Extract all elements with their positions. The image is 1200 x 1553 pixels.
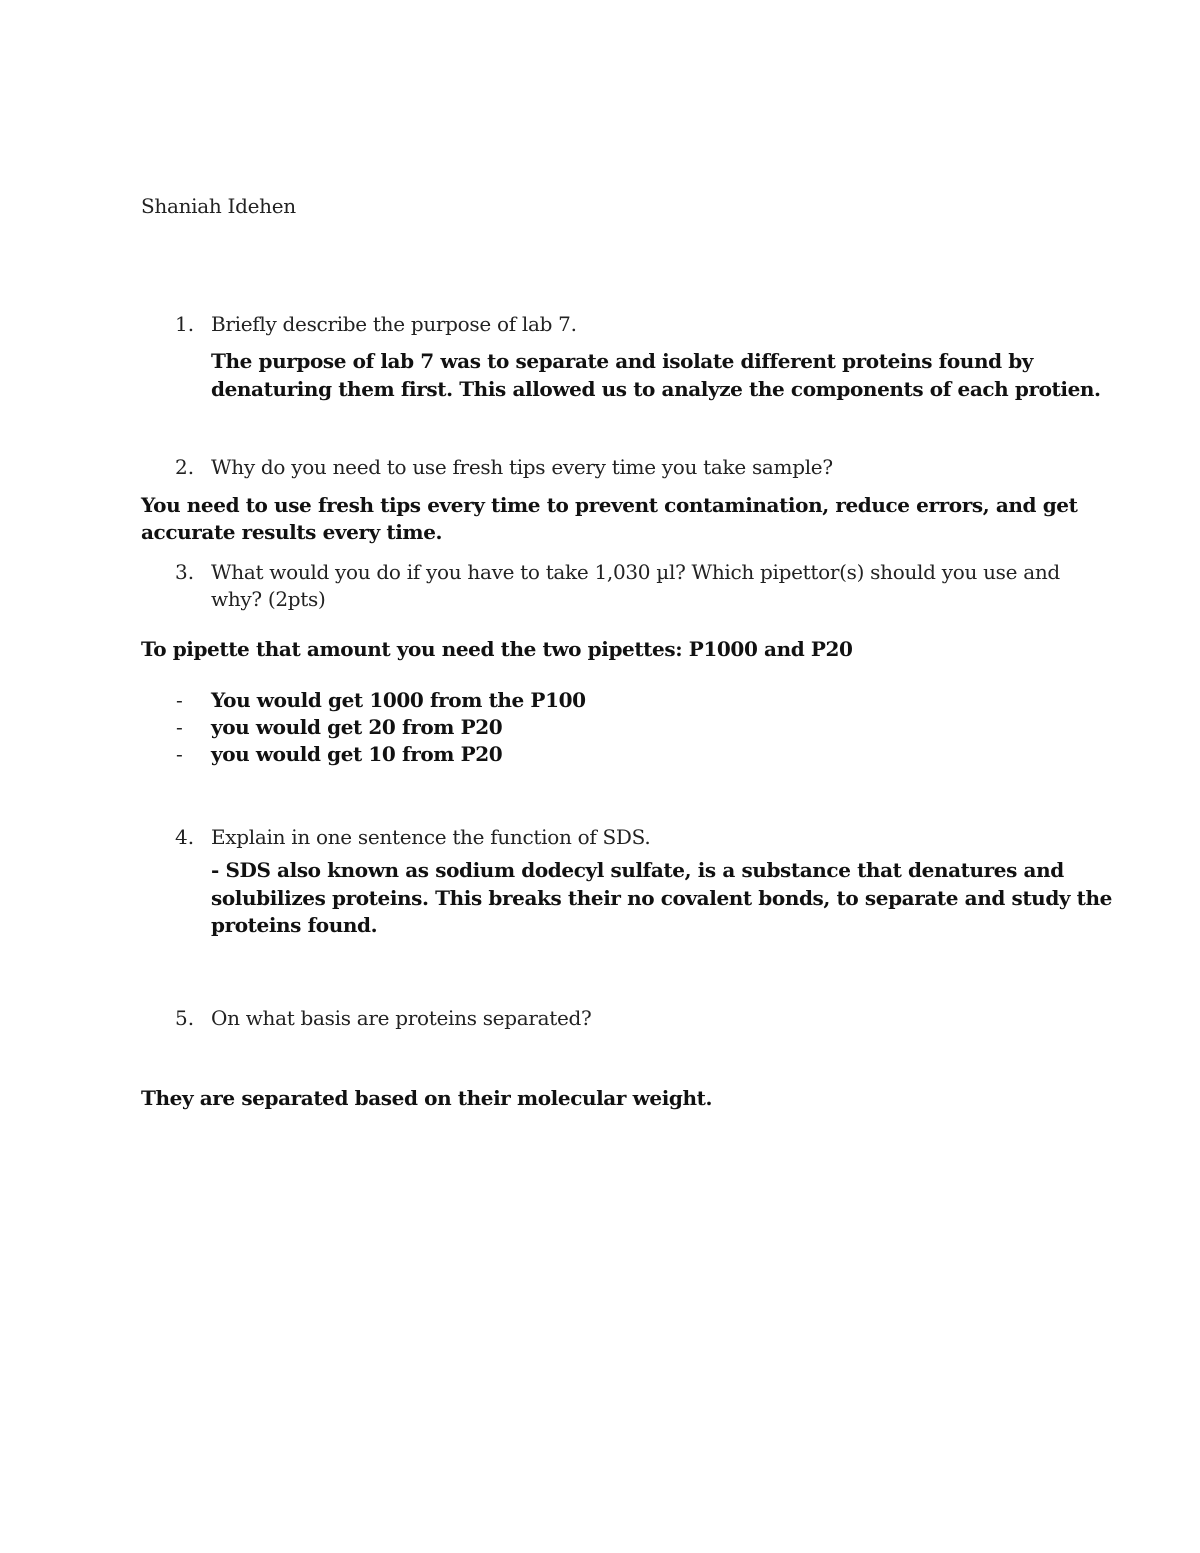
answer-4-line-1: - SDS also known as sodium dodecyl sulfate, is a substance that denatures and: [211, 858, 1064, 882]
answer-3-bullet-3: you would get 10 from P20: [211, 742, 503, 766]
question-4-text: Explain in one sentence the function of SDS.: [211, 825, 651, 849]
answer-3-bullet-2: you would get 20 from P20: [211, 715, 503, 739]
answer-2-line-2: accurate results every time.: [141, 520, 443, 544]
question-5-number: 5.: [175, 1006, 195, 1030]
bullet-marker: -: [176, 688, 183, 712]
question-3-number: 3.: [175, 560, 195, 584]
bullet-marker: -: [176, 742, 183, 766]
question-3-line-2: why? (2pts): [211, 587, 326, 611]
question-1-text: Briefly describe the purpose of lab 7.: [211, 312, 577, 336]
answer-1-line-2: denaturing them first. This allowed us to analyze the components of each protien.: [211, 377, 1101, 401]
question-4-number: 4.: [175, 825, 195, 849]
answer-4-line-3: proteins found.: [211, 913, 378, 937]
answer-3-intro: To pipette that amount you need the two pipettes: P1000 and P20: [141, 637, 853, 661]
answer-2-line-1: You need to use fresh tips every time to prevent contamination, reduce errors, and get: [141, 493, 1078, 517]
answer-1-line-1: The purpose of lab 7 was to separate and isolate different proteins found by: [211, 349, 1034, 373]
bullet-marker: -: [176, 715, 183, 739]
answer-5: They are separated based on their molecular weight.: [141, 1086, 713, 1110]
question-2-text: Why do you need to use fresh tips every time you take sample?: [211, 455, 833, 479]
author-name: Shaniah Idehen: [141, 194, 296, 218]
question-5-text: On what basis are proteins separated?: [211, 1006, 592, 1030]
question-3-line-1: What would you do if you have to take 1,030 µl? Which pipettor(s) should you use and: [211, 560, 1060, 584]
answer-3-bullet-1: You would get 1000 from the P100: [211, 688, 586, 712]
question-2-number: 2.: [175, 455, 195, 479]
question-1-number: 1.: [175, 312, 195, 336]
answer-4-line-2: solubilizes proteins. This breaks their no covalent bonds, to separate and study the: [211, 886, 1112, 910]
